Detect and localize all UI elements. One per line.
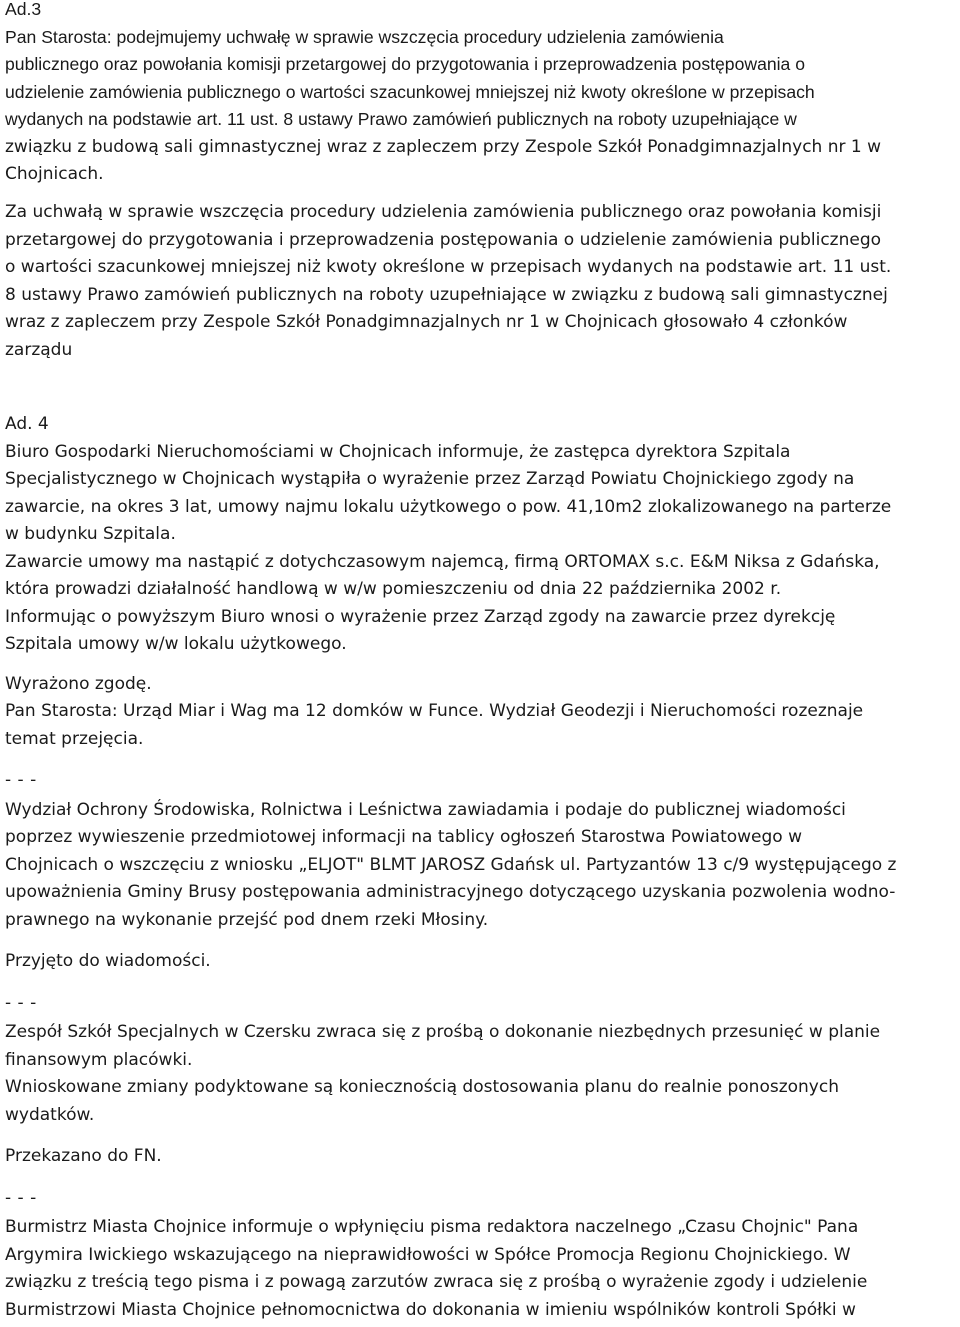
section-heading: Ad. 4 [5,414,49,434]
section-ad4 [5,411,960,753]
paragraph-line: poprzez wywieszenie przedmiotowej informacji na tablicy ogłoszeń Starostwa Powiatowego w [5,827,802,847]
paragraph-line: Chojnicach. [5,164,104,184]
vote-paragraph [5,199,960,364]
paragraph-line: związku z treścią tego pisma i z powagą zarzutów zwraca się z prośbą o wyrażenie zgody i udzielenie [5,1272,868,1292]
separator: - - - [5,1187,37,1208]
item-environment-notice [5,797,960,976]
paragraph-line: Burmistrz Miasta Chojnice informuje o wpłynięciu pisma redaktora naczelnego „Czasu Chojnic" Pana [5,1217,859,1237]
paragraph-line: zawarcie, na okres 3 lat, umowy najmu lokalu użytkowego o pow. 41,10m2 zlokalizowanego na parterze [5,496,892,517]
paragraph-line: finansowym placówki. [5,1049,193,1070]
paragraph-line: w budynku Szpitala. [5,524,176,544]
outcome-line: Przyjęto do wiadomości. [5,951,211,971]
document [5,0,960,1324]
paragraph-line: udzielenie zamówienia publicznego o wartości szacunkowej mniejszej niż kwoty określone w przepisach [5,81,815,102]
paragraph-line: przetargowej do przygotowania i przeprowadzenia postępowania o udzielenie zamówienia publicznego [5,229,882,250]
paragraph-line: Specjalistycznego w Chojnicach wystąpiła o wyrażenie przez Zarząd Powiatu Chojnickiego zgody na [5,469,855,489]
paragraph-line: 8 ustawy Prawo zamówień publicznych na roboty uzupełniające w związku z budową sali gimnastycznej [5,284,888,305]
section-heading: Ad.3 [5,0,42,19]
paragraph-line: wydanych na podstawie art. 11 ust. 8 ustawy Prawo zamówień publicznych na roboty uzupełniające w [5,109,797,129]
paragraph-line: prawnego na wykonanie przejść pod dnem rzeki Młosiny. [5,909,489,930]
paragraph-line: temat przejęcia. [5,728,144,749]
decision-paragraph [5,671,960,754]
outcome-line: Przekazano do FN. [5,1146,162,1166]
paragraph-line: Za uchwałą w sprawie wszczęcia procedury udzielenia zamówienia publicznego oraz powołania komisji [5,202,882,222]
paragraph-line: związku z budową sali gimnastycznej wraz z zapleczem przy Zespole Szkół Ponadgimnazjalnych nr 1 w [5,136,882,157]
paragraph-line: upoważnienia Gminy Brusy postępowania administracyjnego dotyczącego uzyskania pozwolenia wodno- [5,882,896,902]
section-ad3 [5,0,960,364]
paragraph-line: Burmistrzowi Miasta Chojnice pełnomocnictwa do dokonania w imieniu wspólników kontroli Spółki w [5,1299,856,1320]
paragraph-line: o wartości szacunkowej mniejszej niż kwoty określone w przepisach wydanych na podstawie art. 11 ust. [5,257,892,277]
paragraph-line: Pan Starosta: Urząd Miar i Wag ma 12 domków w Funce. Wydział Geodezji i Nieruchomości rozeznaje [5,701,864,721]
paragraph-line: Informując o powyższym Biuro wnosi o wyrażenie przez Zarząd zgody na zawarcie przez dyrekcję [5,606,836,627]
paragraph-line: Biuro Gospodarki Nieruchomościami w Chojnicach informuje, że zastępca dyrektora Szpitala [5,441,791,462]
paragraph-line: Zawarcie umowy ma nastąpić z dotychczasowym najemcą, firmą ORTOMAX s.c. E&M Niksa z Gdańska, [5,551,880,572]
paragraph-line: Chojnicach o wszczęciu z wniosku „ELJOT" BLMT JAROSZ Gdańsk ul. Partyzantów 13 c/9 występującego z [5,854,897,875]
paragraph-line: która prowadzi działalność handlową w w/w pomieszczeniu od dnia 22 października 2002 r. [5,579,782,599]
paragraph-line: Szpitala umowy w/w lokalu użytkowego. [5,634,347,654]
paragraph-line: Wnioskowane zmiany podyktowane są koniecznością dostosowania planu do realnie ponoszonych [5,1077,839,1097]
paragraph-line: wraz z zapleczem przy Zespole Szkół Ponadgimnazjalnych nr 1 w Chojnicach głosowało 4 członków [5,312,848,332]
paragraph-line: Wydział Ochrony Środowiska, Rolnictwa i Leśnictwa zawiadamia i podaje do publicznej wiadomości [5,799,846,820]
paragraph-line: zarządu [5,339,73,360]
paragraph-line: wydatków. [5,1104,95,1125]
decision-line: Wyrażono zgodę. [5,673,152,694]
separator: - - - [5,770,37,790]
separator: - - - [5,992,37,1013]
paragraph-line: Zespół Szkół Specjalnych w Czersku zwraca się z prośbą o dokonanie niezbędnych przesunięć w planie [5,1022,881,1042]
paragraph-line: Pan Starosta: podejmujemy uchwałę w sprawie wszczęcia procedury udzielenia zamówienia [5,26,724,47]
item-mayor-letter [5,1214,960,1324]
paragraph-line: publicznego oraz powołania komisji przetargowej do przygotowania i przeprowadzenia postępowania o [5,54,806,74]
paragraph-line: Argymira Iwickiego wskazującego na nieprawidłowości w Spółce Promocja Regionu Chojnickiego. W [5,1244,851,1265]
item-school-budget [5,1019,960,1171]
